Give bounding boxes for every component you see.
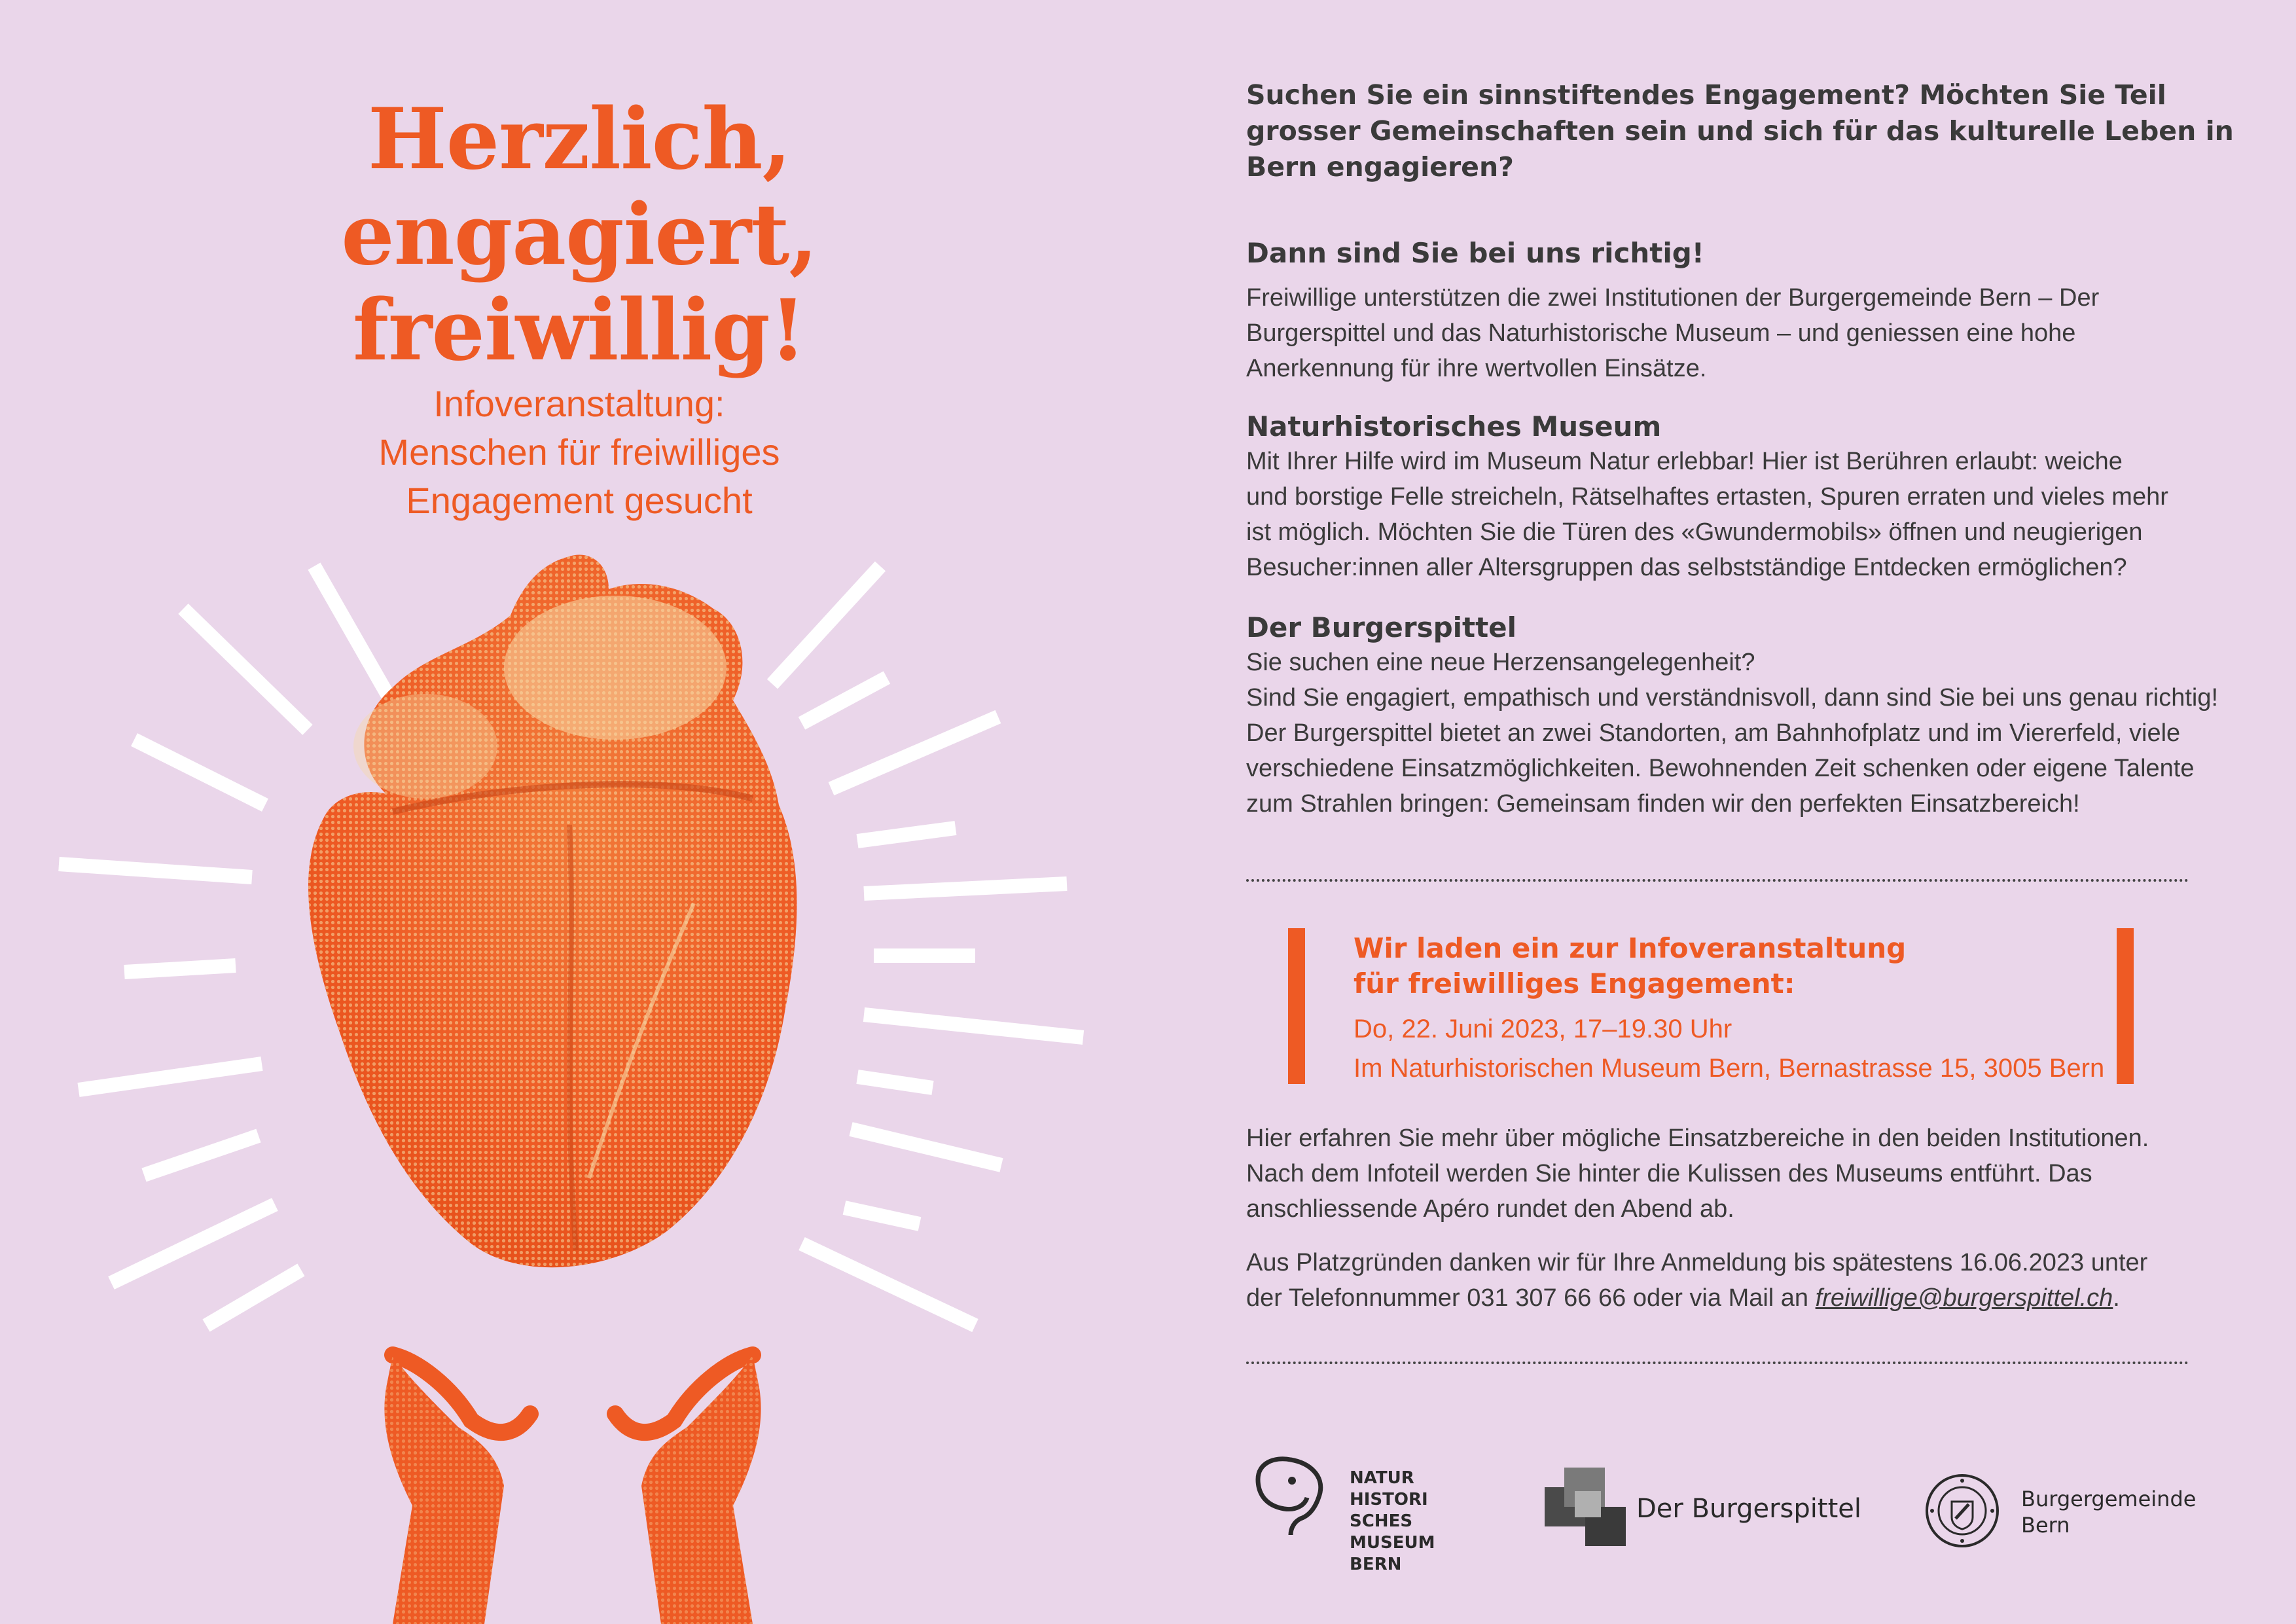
- headline-line: freiwillig!: [353, 281, 806, 380]
- museum-elephant-icon: [1251, 1453, 1330, 1538]
- intro-question: [1246, 77, 2234, 185]
- invitation-title: [1354, 931, 2073, 1001]
- intro-line: grosser Gemeinschaften sein und sich für das kulturelle Leben in: [1246, 115, 2234, 147]
- body-line: Sind Sie engagiert, empathisch und verständnisvoll, dann sind Sie bei uns genau richtig!: [1246, 684, 2219, 712]
- body-line: Mit Ihrer Hilfe wird im Museum Natur erlebbar! Hier ist Berühren erlaubt: weiche: [1246, 448, 2123, 475]
- heart-hands-illustration: [0, 537, 1148, 1624]
- burgergemeinde-logo-text: [2021, 1486, 2196, 1538]
- intro-line: Suchen Sie ein sinnstiftendes Engagement? Möchten Sie Teil: [1246, 79, 2166, 111]
- registration-phone-text: der Telefonnummer 031 307 66 66 oder via Mail an: [1246, 1284, 1816, 1312]
- body-line: und borstige Felle streicheln, Rätselhaftes ertasten, Spuren erraten und vieles mehr: [1246, 483, 2168, 511]
- registration-suffix: .: [2113, 1284, 2120, 1312]
- invitation-title-line: für freiwilliges Engagement:: [1354, 967, 1795, 1000]
- museum-logo-text: [1350, 1468, 1435, 1576]
- museum-logo-line: MUSEUM: [1350, 1533, 1435, 1553]
- invitation-details: [1354, 1009, 2105, 1088]
- body-line: anschliessende Apéro rundet den Abend ab.: [1246, 1195, 1734, 1223]
- body-line: ist möglich. Möchten Sie die Türen des «Gwundermobils» öffnen und neugierigen: [1246, 518, 2143, 546]
- subheadline-line: Menschen für freiwilliges: [378, 431, 780, 473]
- section-spittel-body: [1246, 645, 2219, 821]
- section-spittel-title: Der Burgerspittel: [1246, 611, 1517, 643]
- burgerspittel-squares-icon: [1545, 1468, 1626, 1546]
- dotted-divider-bottom: [1246, 1362, 2189, 1364]
- headline-line: engagiert,: [341, 186, 817, 284]
- right-panel: [1246, 0, 2234, 1624]
- details-text: [1246, 1121, 2189, 1227]
- subheadline-line: Engagement gesucht: [406, 480, 753, 521]
- museum-logo-line: NATUR: [1350, 1468, 1414, 1488]
- body-line: Nach dem Infoteil werden Sie hinter die Kulissen des Museums entführt. Das: [1246, 1160, 2092, 1187]
- body-line: Anerkennung für ihre wertvollen Einsätze.: [1246, 355, 1707, 382]
- body-line: Besucher:innen aller Altersgruppen das selbstständige Entdecken ermöglichen?: [1246, 554, 2127, 581]
- intro-line: Bern engagieren?: [1246, 151, 1514, 183]
- museum-logo-line: SCHES: [1350, 1511, 1413, 1531]
- accent-bar-right: [2117, 928, 2134, 1084]
- museum-logo-line: HISTORI: [1350, 1490, 1428, 1509]
- accent-bar-left: [1288, 928, 1305, 1084]
- headline-line: Herzlich,: [367, 90, 791, 189]
- body-line: Burgerspittel und das Naturhistorische Museum – und geniessen eine hohe: [1246, 319, 2076, 347]
- section-welcome-body: [1246, 280, 2189, 386]
- body-line: verschiedene Einsatzmöglichkeiten. Bewohnenden Zeit schenken oder eigene Talente: [1246, 755, 2195, 782]
- invitation-box: [1288, 928, 2134, 1084]
- body-line: Sie suchen eine neue Herzensangelegenheit?: [1246, 649, 1755, 676]
- heart-shape: [308, 554, 797, 1267]
- section-welcome-title: Dann sind Sie bei uns richtig!: [1246, 237, 1704, 269]
- headline: [209, 92, 949, 378]
- section-museum-body: [1246, 444, 2189, 585]
- museum-logo-line: BERN: [1350, 1555, 1402, 1574]
- subheadline: [209, 380, 949, 525]
- logo-row: [1246, 1453, 2197, 1584]
- hands-texture: [384, 1355, 761, 1624]
- email-link[interactable]: freiwillige@burgerspittel.ch: [1815, 1284, 2113, 1312]
- burgergemeinde-line: Burgergemeinde: [2021, 1487, 2197, 1511]
- body-line: Freiwillige unterstützen die zwei Institutionen der Burgergemeinde Bern – Der: [1246, 284, 2100, 312]
- subheadline-line: Infoveranstaltung:: [433, 383, 725, 424]
- burgerspittel-logo-text: Der Burgerspittel: [1636, 1494, 1861, 1524]
- body-line: Hier erfahren Sie mehr über mögliche Einsatzbereiche in den beiden Institutionen.: [1246, 1125, 2149, 1152]
- body-line: zum Strahlen bringen: Gemeinsam finden wir den perfekten Einsatzbereich!: [1246, 790, 2080, 818]
- registration-line: Aus Platzgründen danken wir für Ihre Anmeldung bis spätestens 16.06.2023 unter: [1246, 1249, 2148, 1276]
- burgergemeinde-line: Bern: [2021, 1513, 2070, 1538]
- event-date: Do, 22. Juni 2023, 17–19.30 Uhr: [1354, 1015, 1732, 1043]
- dotted-divider-top: [1246, 879, 2189, 882]
- event-place: Im Naturhistorischen Museum Bern, Bernastrasse 15, 3005 Bern: [1354, 1054, 2105, 1083]
- body-line: Der Burgerspittel bietet an zwei Standorten, am Bahnhofplatz und im Viererfeld, viele: [1246, 719, 2181, 747]
- burgergemeinde-seal-icon: [1924, 1473, 2000, 1549]
- section-museum-title: Naturhistorisches Museum: [1246, 410, 1662, 442]
- registration-text: [1246, 1245, 2189, 1316]
- invitation-title-line: Wir laden ein zur Infoveranstaltung: [1354, 932, 1907, 964]
- registration-line: [1246, 1280, 2189, 1316]
